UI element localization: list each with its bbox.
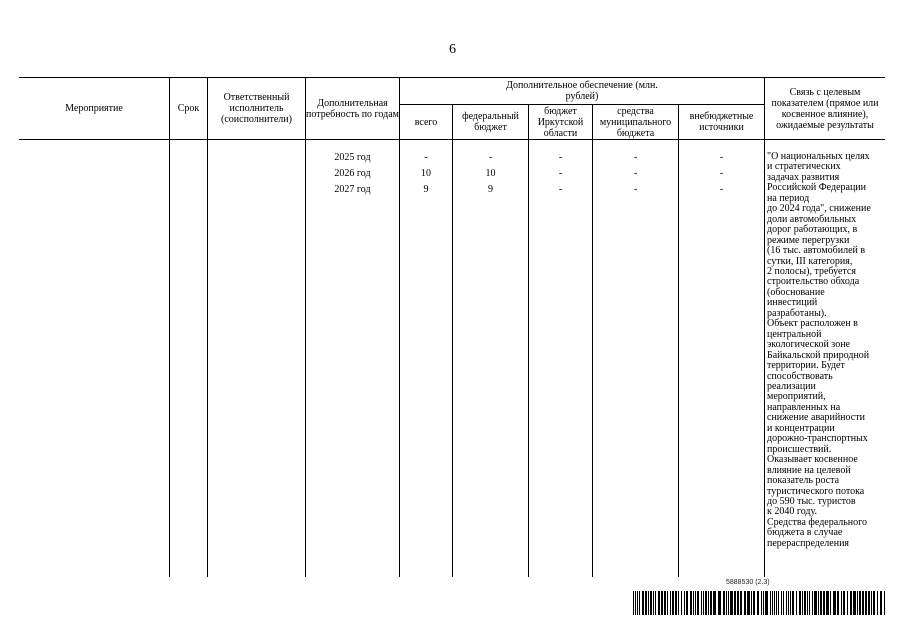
description-line: разработаны). — [767, 307, 827, 319]
row-total: 9 — [423, 184, 429, 195]
description-line: снижение аварийности — [767, 412, 865, 424]
row-extrabudget: - — [719, 184, 724, 195]
description-line: и концентрации — [767, 422, 835, 434]
header-extrabudget: внебюджетные источники — [689, 111, 754, 133]
row-regional: - — [558, 184, 563, 195]
header-total: всего — [414, 116, 438, 128]
row-year: 2025 год — [334, 152, 371, 163]
description-line: инвестиций — [767, 297, 818, 309]
barcode-number: 5888530 (2.3) — [726, 579, 770, 586]
description-line: 2 полосы), требуется — [767, 265, 856, 277]
header-responsible: Ответственный исполнитель (соисполнители) — [221, 92, 292, 125]
description-line: показатель роста — [767, 475, 840, 487]
description-line: мероприятий, — [767, 391, 826, 403]
row-federal: 9 — [488, 184, 493, 195]
description-line: влияние на целевой — [767, 464, 851, 476]
description-line: строительство обхода — [767, 276, 860, 288]
description-line: экологической зоне — [767, 339, 850, 351]
description-line: направленных на — [767, 401, 841, 413]
description-line: сутки, III категория, — [767, 255, 853, 267]
header-municipal: средства муниципального бюджета — [599, 105, 672, 139]
description-line: реализации — [767, 380, 816, 392]
description-line: и стратегических — [767, 161, 841, 173]
row-year: 2027 год — [334, 184, 371, 195]
header-event: Мероприятие — [65, 103, 123, 114]
row-total: 10 — [421, 168, 431, 179]
header-additional-funding: Дополнительное обеспечение (млн. рублей) — [506, 80, 658, 102]
row-extrabudget: - — [719, 168, 724, 179]
description-line: перераспределения — [767, 537, 850, 549]
header-term: Срок — [177, 103, 200, 114]
barcode — [633, 591, 885, 615]
row-extrabudget: - — [719, 152, 724, 163]
result-description — [767, 152, 885, 549]
description-line: Объект расположен в — [767, 318, 858, 330]
description-line: центральной — [767, 328, 822, 340]
row-municipal: - — [633, 184, 638, 195]
description-line: Оказывает косвенное — [767, 454, 858, 466]
description-line: режиме перегрузки — [767, 234, 850, 246]
description-line: туристического потока — [767, 485, 865, 497]
row-regional: - — [558, 152, 563, 163]
description-line: территории. Будет — [767, 360, 845, 372]
header-link: Связь с целевым показателем (прямое или косвенное влияние), ожидаемые результаты — [771, 86, 879, 131]
description-line: на период — [767, 192, 810, 204]
row-total: - — [424, 152, 428, 163]
description-line: (16 тыс. автомобилей в — [767, 245, 866, 257]
header-regional: бюджет Иркутской области — [537, 105, 584, 139]
description-line: Средства федерального — [767, 516, 867, 528]
description-line: до 590 тыс. туристов — [767, 495, 856, 507]
row-regional: - — [558, 168, 563, 179]
description-line: дорожно-транспортных — [767, 433, 868, 445]
description-line: (обоснование — [767, 286, 825, 298]
row-municipal: - — [633, 168, 638, 179]
description-line: до 2024 года", снижение — [767, 203, 871, 215]
description-line: Российской Федерации — [767, 182, 867, 194]
description-line: Байкальской природной — [767, 349, 870, 361]
row-year: 2026 год — [334, 168, 371, 179]
description-line: "О национальных целях — [767, 151, 870, 162]
description-line: задачах развития — [767, 171, 840, 183]
description-line: доли автомобильных — [767, 213, 857, 225]
description-line: происшествий. — [767, 443, 832, 455]
description-line: бюджета в случае — [767, 527, 843, 539]
page-number: 6 — [449, 42, 456, 57]
description-line: дорог работающих, в — [767, 224, 858, 236]
row-federal: 10 — [485, 168, 496, 179]
header-additional-need: Дополнительная потребность по годам — [306, 97, 399, 120]
header-federal: федеральный бюджет — [462, 111, 519, 133]
description-line: к 2040 году. — [767, 506, 818, 518]
row-federal: - — [488, 152, 493, 163]
description-line: способствовать — [767, 370, 833, 382]
row-municipal: - — [633, 152, 638, 163]
